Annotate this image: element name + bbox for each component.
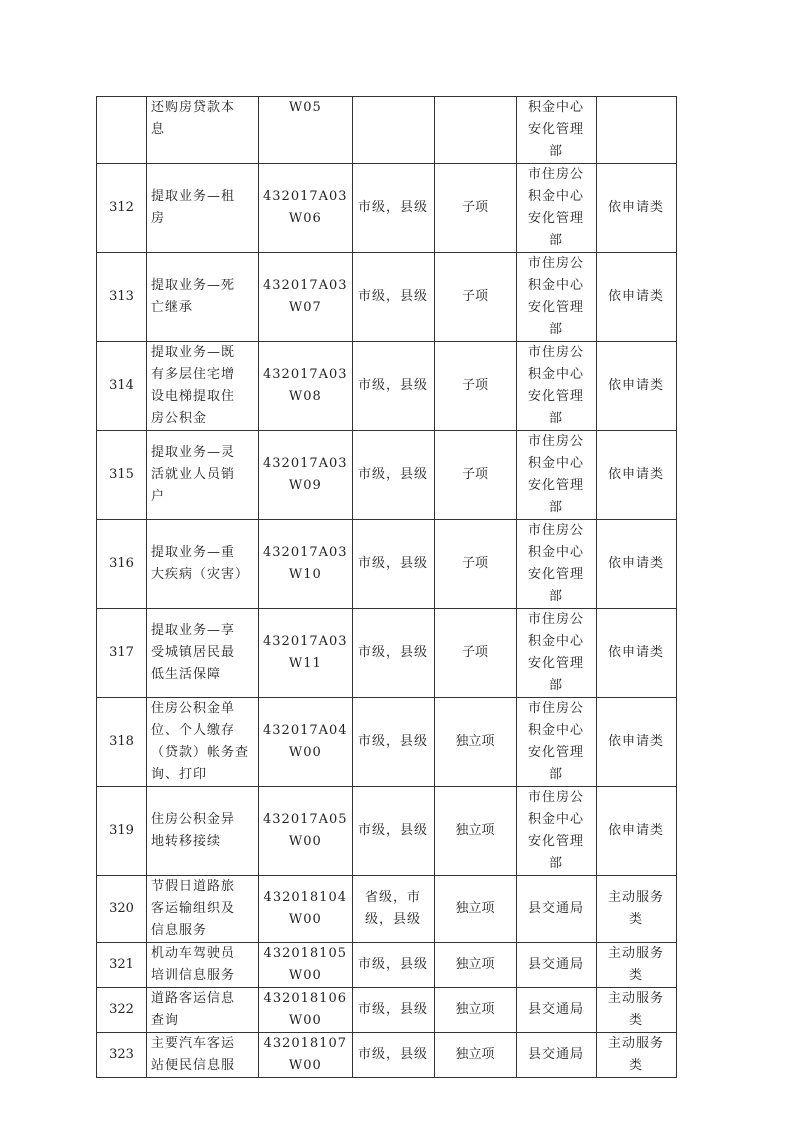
department-cell: 积金中心 安化管理 部 bbox=[516, 97, 596, 164]
item-type-cell: 子项 bbox=[434, 253, 516, 342]
service-name-cell: 提取业务—死 亡继承 bbox=[147, 253, 259, 342]
department-cell: 县交通局 bbox=[516, 943, 596, 988]
row-number-cell: 318 bbox=[97, 698, 147, 787]
item-type-cell: 独立项 bbox=[434, 698, 516, 787]
item-type-cell: 子项 bbox=[434, 164, 516, 253]
row-number-cell: 320 bbox=[97, 876, 147, 943]
table-row bbox=[97, 1033, 677, 1078]
department-cell: 市住房公 积金中心 安化管理 部 bbox=[516, 787, 596, 876]
service-name-cell: 节假日道路旅 客运输组织及 信息服务 bbox=[147, 876, 259, 943]
service-category-cell: 依申请类 bbox=[596, 342, 676, 431]
department-cell: 市住房公 积金中心 安化管理 部 bbox=[516, 253, 596, 342]
row-number-cell: 319 bbox=[97, 787, 147, 876]
table-row bbox=[97, 342, 677, 431]
row-number-cell: 316 bbox=[97, 520, 147, 609]
service-code-cell: 432017A03 W07 bbox=[259, 253, 353, 342]
service-level-cell: 市级，县级 bbox=[352, 988, 434, 1033]
row-number-cell: 314 bbox=[97, 342, 147, 431]
table-row bbox=[97, 609, 677, 698]
service-level-cell: 市级，县级 bbox=[352, 1033, 434, 1078]
service-name-cell: 住房公积金单 位、个人缴存 （贷款）帐务查 询、打印 bbox=[147, 698, 259, 787]
service-name-cell: 还购房贷款本 息 bbox=[147, 97, 259, 164]
item-type-cell: 独立项 bbox=[434, 787, 516, 876]
service-level-cell: 市级，县级 bbox=[352, 342, 434, 431]
service-code-cell: 432017A03 W06 bbox=[259, 164, 353, 253]
service-code-cell: W05 bbox=[259, 97, 353, 164]
service-code-cell: 432018106 W00 bbox=[259, 988, 353, 1033]
row-number-cell: 312 bbox=[97, 164, 147, 253]
service-name-cell: 住房公积金异 地转移接续 bbox=[147, 787, 259, 876]
row-number-cell: 317 bbox=[97, 609, 147, 698]
service-name-cell: 主要汽车客运 站便民信息服 bbox=[147, 1033, 259, 1078]
service-category-cell: 依申请类 bbox=[596, 164, 676, 253]
department-cell: 市住房公 积金中心 安化管理 部 bbox=[516, 520, 596, 609]
item-type-cell: 独立项 bbox=[434, 1033, 516, 1078]
service-category-cell bbox=[596, 97, 676, 164]
service-level-cell: 市级，县级 bbox=[352, 787, 434, 876]
service-code-cell: 432018105 W00 bbox=[259, 943, 353, 988]
service-name-cell: 提取业务—租 房 bbox=[147, 164, 259, 253]
service-code-cell: 432017A05 W00 bbox=[259, 787, 353, 876]
department-cell: 市住房公 积金中心 安化管理 部 bbox=[516, 431, 596, 520]
service-name-cell: 机动车驾驶员 培训信息服务 bbox=[147, 943, 259, 988]
service-name-cell: 提取业务—既 有多层住宅增 设电梯提取住 房公积金 bbox=[147, 342, 259, 431]
service-level-cell: 市级，县级 bbox=[352, 943, 434, 988]
table-body bbox=[97, 97, 677, 1078]
table-row bbox=[97, 698, 677, 787]
department-cell: 县交通局 bbox=[516, 876, 596, 943]
service-category-cell: 依申请类 bbox=[596, 698, 676, 787]
service-category-cell: 依申请类 bbox=[596, 609, 676, 698]
table-row bbox=[97, 97, 677, 164]
item-type-cell bbox=[434, 97, 516, 164]
service-code-cell: 432017A03 W11 bbox=[259, 609, 353, 698]
service-category-cell: 依申请类 bbox=[596, 431, 676, 520]
row-number-cell: 321 bbox=[97, 943, 147, 988]
service-code-cell: 432017A03 W10 bbox=[259, 520, 353, 609]
department-cell: 县交通局 bbox=[516, 988, 596, 1033]
department-cell: 市住房公 积金中心 安化管理 部 bbox=[516, 609, 596, 698]
service-code-cell: 432018104 W00 bbox=[259, 876, 353, 943]
item-type-cell: 子项 bbox=[434, 431, 516, 520]
table-row bbox=[97, 943, 677, 988]
department-cell: 市住房公 积金中心 安化管理 部 bbox=[516, 342, 596, 431]
service-category-cell: 依申请类 bbox=[596, 520, 676, 609]
service-level-cell: 市级，县级 bbox=[352, 164, 434, 253]
service-category-cell: 主动服务 类 bbox=[596, 876, 676, 943]
service-name-cell: 提取业务—享 受城镇居民最 低生活保障 bbox=[147, 609, 259, 698]
service-level-cell: 市级，县级 bbox=[352, 609, 434, 698]
service-code-cell: 432018107 W00 bbox=[259, 1033, 353, 1078]
table-row bbox=[97, 253, 677, 342]
service-category-cell: 主动服务 类 bbox=[596, 943, 676, 988]
department-cell: 市住房公 积金中心 安化管理 部 bbox=[516, 698, 596, 787]
department-cell: 县交通局 bbox=[516, 1033, 596, 1078]
service-code-cell: 432017A03 W08 bbox=[259, 342, 353, 431]
service-level-cell bbox=[352, 97, 434, 164]
table-row bbox=[97, 431, 677, 520]
row-number-cell: 323 bbox=[97, 1033, 147, 1078]
row-number-cell bbox=[97, 97, 147, 164]
item-type-cell: 独立项 bbox=[434, 988, 516, 1033]
row-number-cell: 315 bbox=[97, 431, 147, 520]
service-level-cell: 市级，县级 bbox=[352, 253, 434, 342]
department-cell: 市住房公 积金中心 安化管理 部 bbox=[516, 164, 596, 253]
row-number-cell: 322 bbox=[97, 988, 147, 1033]
service-list-table bbox=[96, 96, 677, 1078]
service-level-cell: 市级，县级 bbox=[352, 431, 434, 520]
service-code-cell: 432017A03 W09 bbox=[259, 431, 353, 520]
service-name-cell: 提取业务—重 大疾病（灾害） bbox=[147, 520, 259, 609]
service-code-cell: 432017A04 W00 bbox=[259, 698, 353, 787]
table-row bbox=[97, 164, 677, 253]
item-type-cell: 子项 bbox=[434, 342, 516, 431]
table-row bbox=[97, 876, 677, 943]
table-row bbox=[97, 988, 677, 1033]
item-type-cell: 子项 bbox=[434, 520, 516, 609]
service-level-cell: 市级，县级 bbox=[352, 698, 434, 787]
service-name-cell: 提取业务—灵 活就业人员销 户 bbox=[147, 431, 259, 520]
service-name-cell: 道路客运信息 查询 bbox=[147, 988, 259, 1033]
item-type-cell: 独立项 bbox=[434, 876, 516, 943]
row-number-cell: 313 bbox=[97, 253, 147, 342]
service-level-cell: 市级，县级 bbox=[352, 520, 434, 609]
service-category-cell: 主动服务 类 bbox=[596, 1033, 676, 1078]
service-level-cell: 省级，市 级，县级 bbox=[352, 876, 434, 943]
service-category-cell: 依申请类 bbox=[596, 253, 676, 342]
table-row bbox=[97, 787, 677, 876]
item-type-cell: 独立项 bbox=[434, 943, 516, 988]
service-category-cell: 依申请类 bbox=[596, 787, 676, 876]
table-row bbox=[97, 520, 677, 609]
service-category-cell: 主动服务 类 bbox=[596, 988, 676, 1033]
item-type-cell: 子项 bbox=[434, 609, 516, 698]
